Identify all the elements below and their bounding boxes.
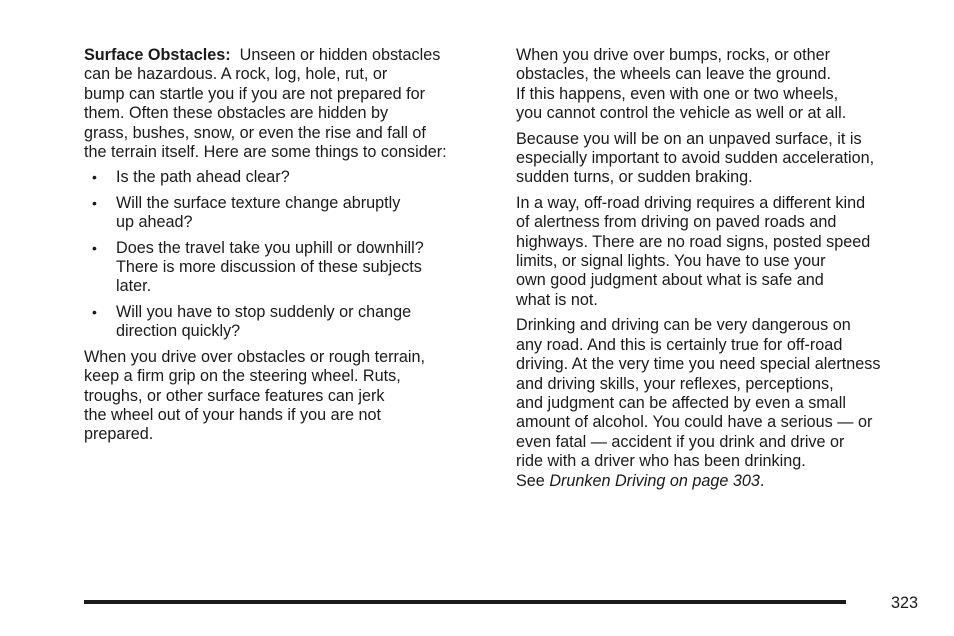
bullet-icon: • <box>92 194 97 211</box>
page-number: 323 <box>890 594 918 612</box>
left-column <box>84 46 496 451</box>
period-text: . <box>759 471 765 490</box>
right-column <box>516 46 924 497</box>
considerations-list <box>84 168 496 341</box>
see-text: See <box>516 471 550 490</box>
list-item <box>84 168 496 187</box>
list-item-text: Is the path ahead clear? <box>116 168 290 187</box>
bullet-icon: • <box>92 239 97 256</box>
list-item <box>84 239 496 297</box>
intro-text: Unseen or hidden obstacles can be hazardous. A rock, log, hole, rut, or bump can startle you if you are not prepared for them. Often these obstacles are hidden by grass, bushes, snow, or even the rise and fall of the terrain itself. Here are some things to consider: <box>84 46 447 162</box>
list-item <box>84 194 496 233</box>
steering-grip-paragraph: When you drive over obstacles or rough terrain, keep a firm grip on the steering wheel. Ruts, troughs, or other surface features can jerk the wheel out of your hands if you are not prepared. <box>84 347 426 444</box>
cross-reference-link[interactable]: Drunken Driving on page 303 <box>549 471 760 490</box>
alertness-paragraph: In a way, off-road driving requires a different kind of alertness from driving on paved roads and highways. There are no road signs, posted speed limits, or signal lights. You have to use your own good judgment about what is safe and what is not. <box>516 193 871 309</box>
list-item-text: Will the surface texture change abruptly up ahead? <box>116 193 401 232</box>
surface-obstacles-paragraph <box>84 46 496 162</box>
list-item-text: Will you have to stop suddenly or change direction quickly? <box>116 302 412 341</box>
unpaved-surface-paragraph: Because you will be on an unpaved surface, it is especially important to avoid sudden acceleration, sudden turns, or sudden braking. <box>516 129 875 187</box>
list-item <box>84 303 496 342</box>
list-item-text: Does the travel take you uphill or downhill? There is more discussion of these subjects later. <box>116 238 424 296</box>
footer-rule <box>84 600 846 604</box>
drinking-text: Drinking and driving can be very dangerous on any road. And this is certainly true for off-road driving. At the very time you need special alertness and driving skills, your reflexes, perceptions, and judgment can be affected by even a small amount of alcohol. You could have a serious — or even fatal — accident if you drink and drive or ride with a driver who has been drinking. <box>516 316 881 471</box>
drinking-driving-paragraph <box>516 316 924 491</box>
bullet-icon: • <box>92 303 97 320</box>
section-lead-heading: Surface Obstacles: <box>84 46 231 64</box>
bullet-icon: • <box>92 169 97 186</box>
wheels-leave-ground-paragraph: When you drive over bumps, rocks, or other obstacles, the wheels can leave the ground. If this happens, even with one or two wheels, you cannot control the vehicle as well or at all. <box>516 46 847 123</box>
